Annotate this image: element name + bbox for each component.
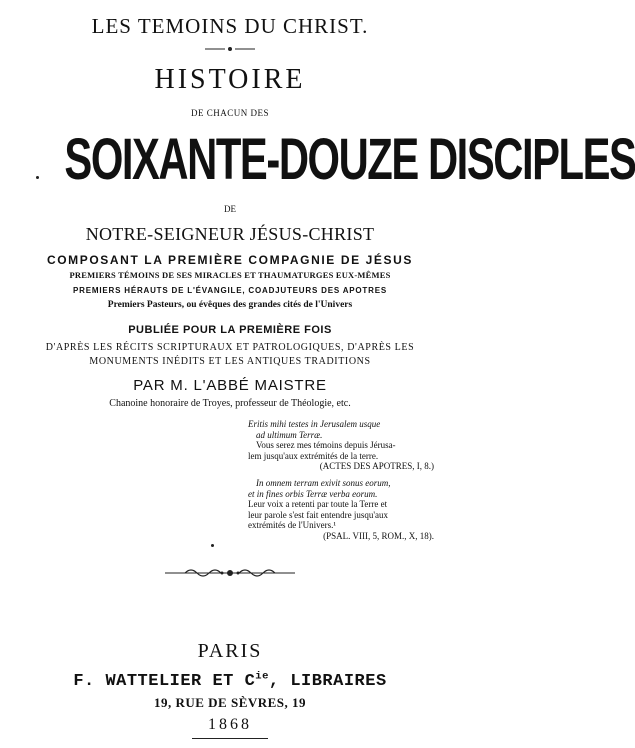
- epigraph-french-line: Vous serez mes témoins depuis Jérusa-: [256, 440, 396, 450]
- epigraph-reference: (ACTES DES APOTRES, I, 8.): [319, 461, 434, 471]
- series-title: LES TEMOINS DU CHRIST.: [91, 14, 369, 38]
- imprint-address: 19, RUE DE SÈVRES, 19: [153, 695, 307, 710]
- title-chacun-des: DE CHACUN DES: [190, 108, 269, 118]
- small-ornament-rule: [205, 46, 255, 52]
- publisher-suffix: , LIBRAIRES: [268, 672, 387, 691]
- epigraph-reference: (PSAL. VIII, 5, ROM., X, 18).: [323, 530, 434, 541]
- publication-dapres-1: D'APRÈS LES RÉCITS SCRIPTURAUX ET PATROLOGIQUES, D'APRÈS LES: [45, 342, 415, 353]
- epigraph-french-line: leur parole s'est fait entendre jusqu'aux: [248, 509, 388, 520]
- title-main: SOIXANTE-DOUZE DISCIPLES: [64, 127, 635, 192]
- author-title: Chanoine honoraire de Troyes, professeur de Théologie, etc.: [109, 398, 351, 409]
- title-nsjc: NOTRE-SEIGNEUR JÉSUS-CHRIST: [85, 224, 375, 244]
- title-de: DE: [224, 204, 236, 214]
- imprint-city: PARIS: [197, 640, 263, 662]
- epigraph-french-line: extrémités de l'Univers.¹: [248, 520, 337, 530]
- ink-dot: [211, 544, 214, 547]
- imprint-year: 1868: [208, 716, 252, 733]
- publication-publiee: PUBLIÉE POUR LA PREMIÈRE FOIS: [128, 324, 332, 336]
- subtitle-pasteurs: Premiers Pasteurs, ou évêques des grandes cités de l'Univers: [107, 300, 353, 310]
- epigraph-french-line: Leur voix a retenti par toute la Terre et: [248, 499, 388, 509]
- title-histoire: HISTOIRE: [154, 64, 306, 95]
- epigraph-latin-line: In omnem terram exivit sonus eorum,: [256, 478, 391, 488]
- subtitle-premiers-herauts: PREMIERS HÉRAUTS DE L'ÉVANGILE, COADJUTEURS DES APOTRES: [73, 286, 387, 295]
- epigraph-latin-line: et in fines orbis Terræ verba eorum.: [248, 488, 378, 499]
- epigraph-french-line: lem jusqu'aux extrémités de la terre.: [248, 450, 379, 461]
- epigraph-acts: [248, 419, 448, 472]
- epigraph-latin-line: ad ultimum Terræ.: [256, 429, 323, 440]
- year-underline: [192, 738, 268, 739]
- subtitle-composant: COMPOSANT LA PREMIÈRE COMPAGNIE DE JÉSUS: [46, 253, 414, 267]
- publication-dapres-2: MONUMENTS INÉDITS ET LES ANTIQUES TRADITIONS: [89, 356, 371, 367]
- publisher-superscript: ie: [255, 670, 269, 683]
- epigraph-latin-line: Eritis mihi testes in Jerusalem usque: [248, 419, 381, 429]
- decorative-ornament: [165, 566, 295, 580]
- imprint-publisher: [0, 672, 460, 691]
- epigraph-psalm: [248, 478, 448, 541]
- author-name: PAR M. L'ABBÉ MAISTRE: [133, 377, 327, 394]
- subtitle-premiers-temoins: PREMIERS TÉMOINS DE SES MIRACLES ET THAUMATURGES EUX-MÊMES: [69, 270, 391, 280]
- publisher-name: F. WATTELIER ET C: [73, 672, 256, 691]
- ink-dot: [36, 176, 39, 179]
